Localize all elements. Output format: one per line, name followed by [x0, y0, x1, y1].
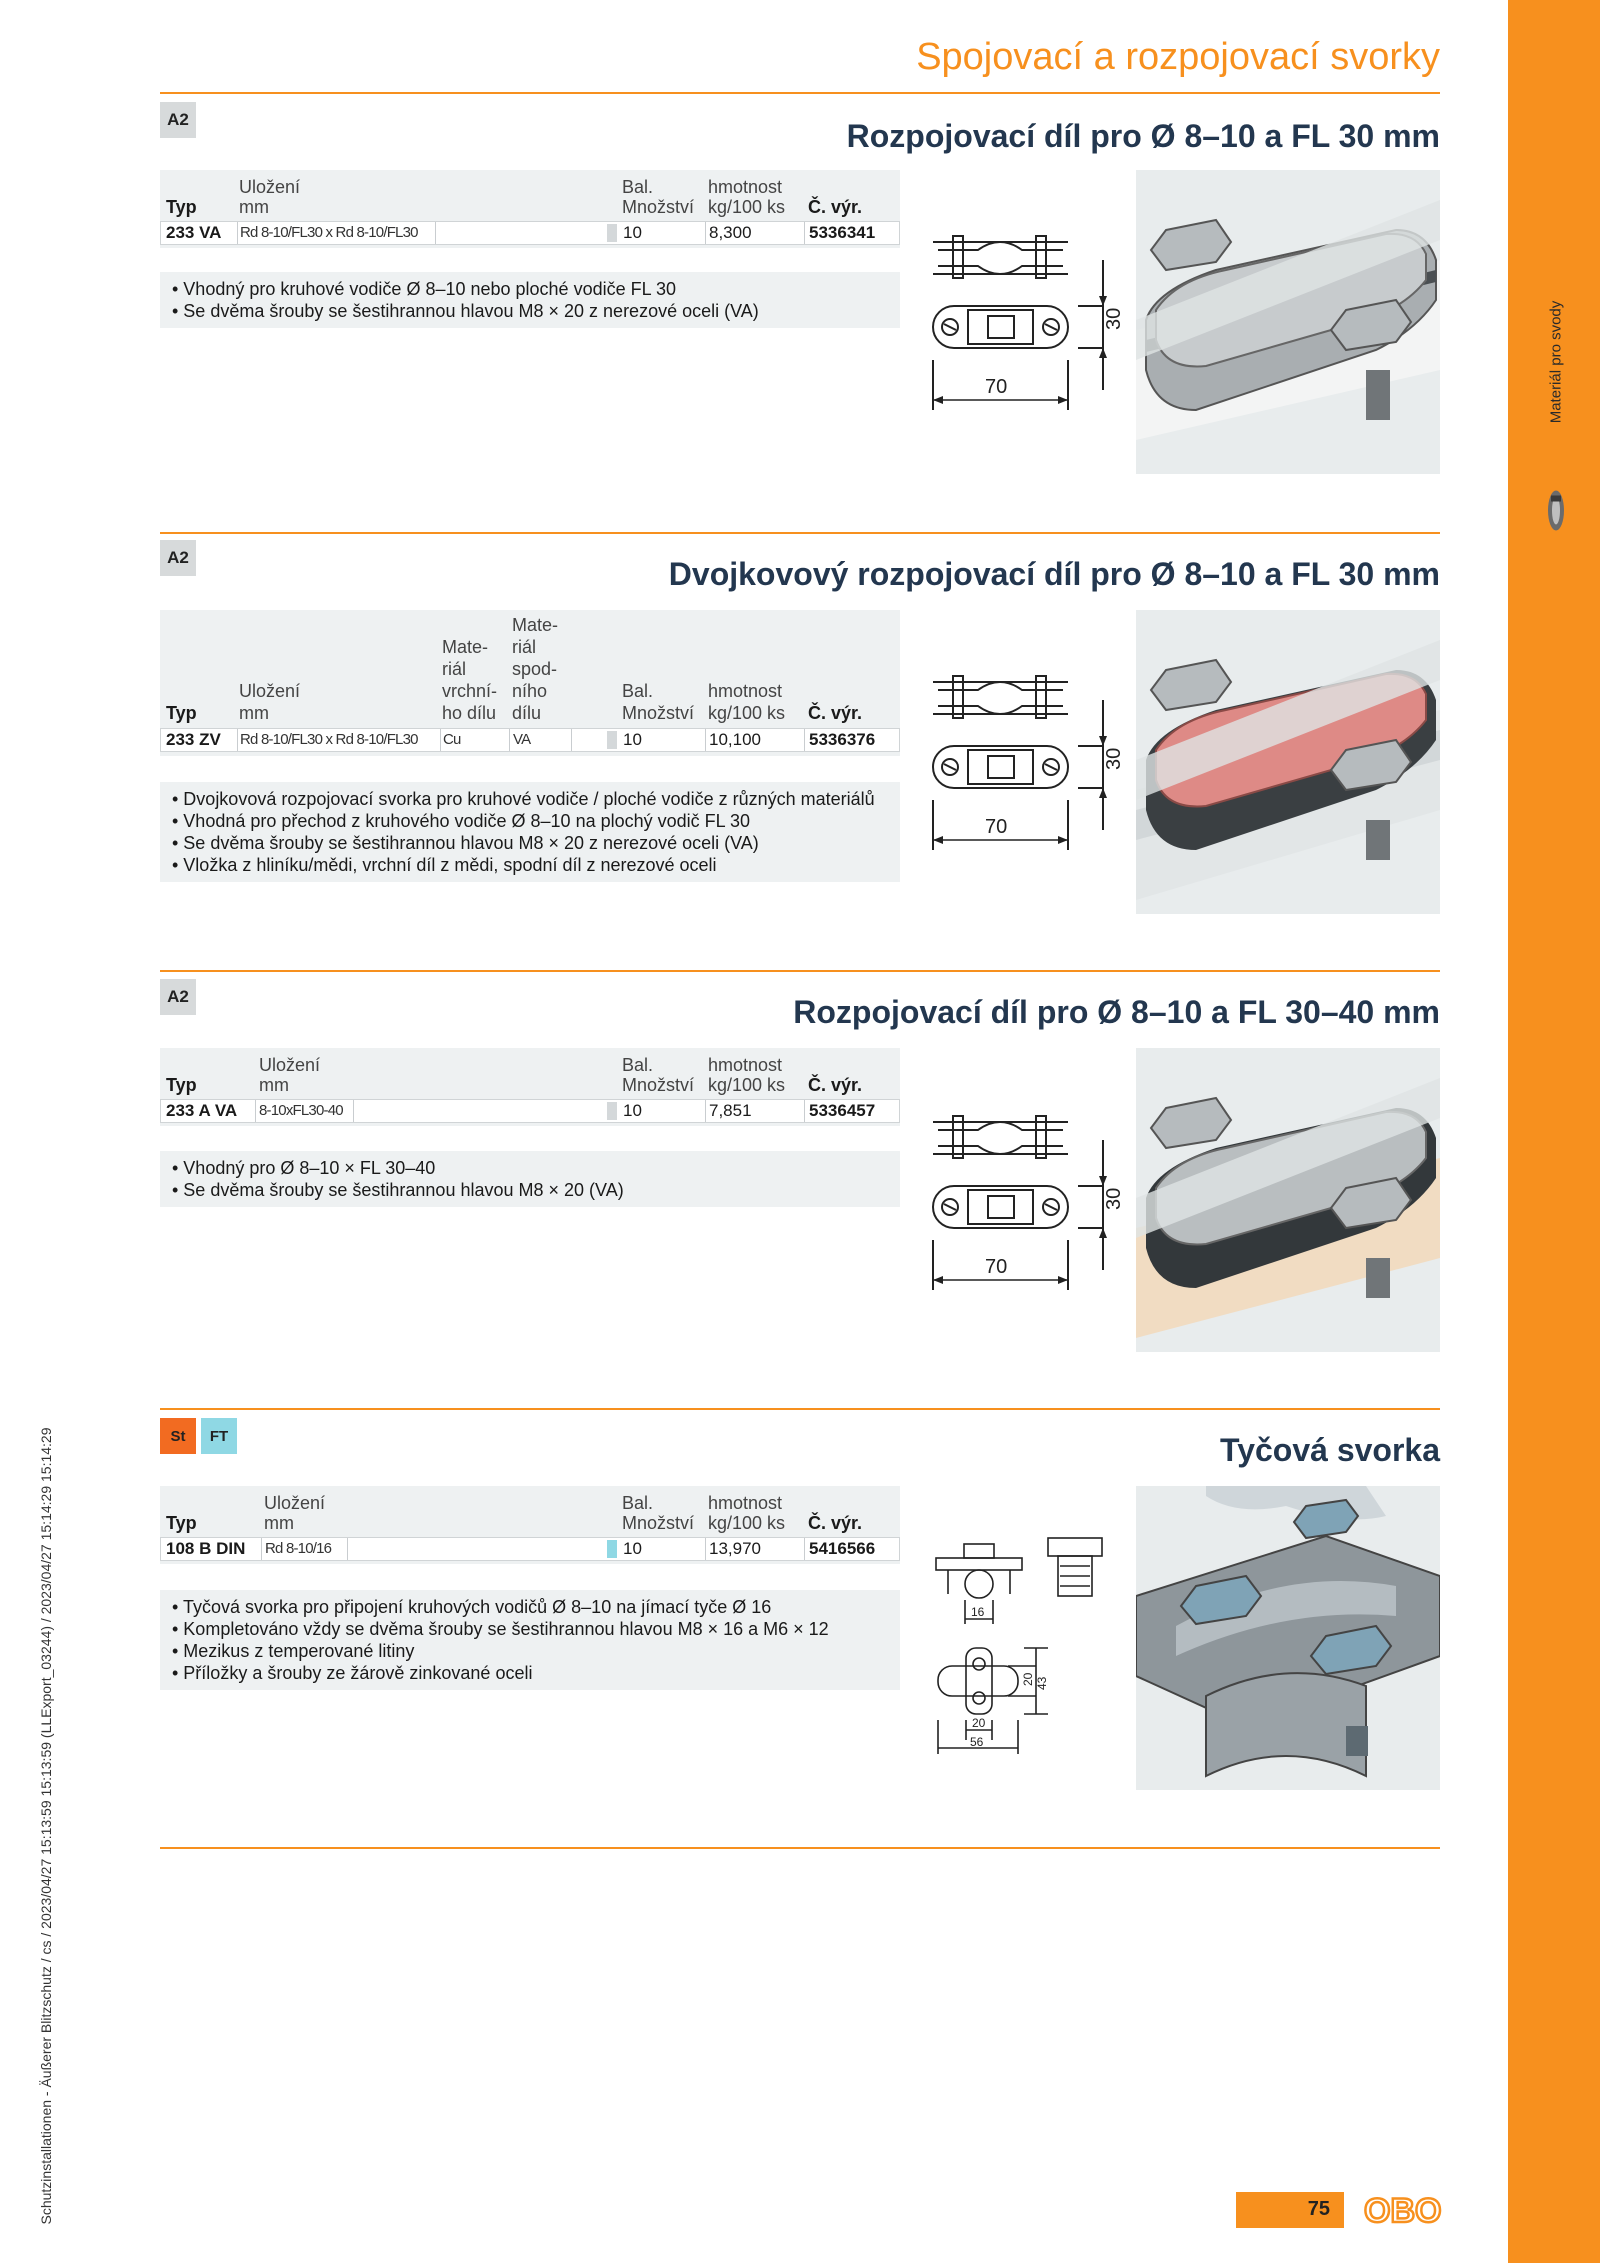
col-mnozstvi: Množství — [622, 197, 695, 217]
col-hmotnost: hmotnost — [708, 1493, 783, 1513]
col-ulozeni: Uložení — [259, 1055, 321, 1075]
feature-list — [160, 272, 900, 328]
obo-logo — [1362, 2190, 1444, 2230]
cell-material-bottom: VA — [513, 731, 531, 748]
material-badge-st: St — [160, 1418, 196, 1454]
feature-list — [160, 782, 900, 882]
col-hmotnost: hmotnost — [708, 681, 783, 701]
divider — [160, 1408, 1440, 1410]
material-badge-ft: FT — [201, 1418, 237, 1454]
row-marker — [607, 1540, 617, 1558]
cell-typ: 108 B DIN — [166, 1539, 246, 1558]
cell-hmotnost: 13,970 — [709, 1539, 761, 1558]
cell-bal: 10 — [623, 1539, 642, 1558]
cell-cvyr: 5416566 — [809, 1539, 876, 1558]
cell-typ: 233 VA — [166, 223, 222, 242]
col-ulozeni-unit: mm — [239, 197, 269, 217]
col-ulozeni: Uložení — [239, 681, 301, 701]
divider — [160, 532, 1440, 534]
col-bal: Bal. — [622, 1493, 654, 1513]
dim-rod: 16 — [971, 1605, 985, 1619]
product-table — [160, 170, 900, 248]
cell-bal: 10 — [623, 1101, 642, 1120]
technical-drawing — [928, 1524, 1128, 1754]
cell-cvyr: 5336376 — [809, 730, 876, 749]
divider — [160, 92, 1440, 94]
clamp-icon — [1545, 488, 1567, 539]
cell-ulozeni: Rd 8-10/FL30 x Rd 8-10/FL30 — [240, 224, 418, 241]
col-hmotnost-unit: kg/100 ks — [708, 1075, 786, 1095]
feature-item: • Tyčová svorka pro připojení kruhových vodičů Ø 8–10 na jímací tyče Ø 16 — [172, 1597, 772, 1617]
col-material-bottom: Mate- riál spod- ního dílu — [512, 615, 559, 723]
col-hmotnost: hmotnost — [708, 177, 783, 197]
col-ulozeni-unit: mm — [259, 1075, 289, 1095]
col-hmotnost-unit: kg/100 ks — [708, 1513, 786, 1533]
cell-hmotnost: 10,100 — [709, 730, 761, 749]
sidebar-label: Materiál pro svody — [1547, 300, 1565, 424]
col-bal: Bal. — [622, 177, 654, 197]
table-row — [160, 728, 900, 752]
product-photo — [1136, 170, 1440, 474]
feature-item: • Kompletováno vždy se dvěma šrouby se šestihrannou hlavou M8 × 16 a M6 × 12 — [172, 1619, 829, 1639]
row-marker — [607, 224, 617, 242]
col-ulozeni: Uložení — [264, 1493, 326, 1513]
logo-text: OBO — [1364, 2192, 1442, 2230]
dim-width-total: 56 — [970, 1735, 984, 1749]
feature-item: • Se dvěma šrouby se šestihrannou hlavou M8 × 20 (VA) — [172, 1180, 624, 1200]
feature-item: • Vhodný pro Ø 8–10 × FL 30–40 — [172, 1158, 436, 1178]
feature-item: • Dvojkovová rozpojovací svorka pro kruhové vodiče / ploché vodiče z různých materiálů — [172, 789, 875, 809]
page-number-box — [1236, 2192, 1344, 2228]
cell-hmotnost: 7,851 — [709, 1101, 752, 1120]
col-ulozeni-unit: mm — [239, 703, 269, 723]
dim-width: 70 — [985, 1256, 1008, 1278]
col-hmotnost: hmotnost — [708, 1055, 783, 1075]
dim-height: 30 — [1103, 307, 1125, 330]
row-marker — [607, 1102, 617, 1120]
col-mnozstvi: Množství — [622, 1075, 695, 1095]
table-row — [160, 221, 900, 245]
feature-item: • Se dvěma šrouby se šestihrannou hlavou M8 × 20 z nerezové oceli (VA) — [172, 301, 759, 321]
product-table — [160, 610, 900, 756]
cell-cvyr: 5336341 — [809, 223, 876, 242]
product-photo — [1136, 1486, 1440, 1790]
section-title: Dvojkovový rozpojovací díl pro Ø 8–10 a FL 30 mm — [668, 556, 1440, 592]
col-typ: Typ — [166, 197, 197, 217]
cell-typ: 233 ZV — [166, 730, 221, 749]
divider — [160, 1847, 1440, 1849]
feature-item: • Vhodný pro kruhové vodiče Ø 8–10 nebo ploché vodiče FL 30 — [172, 279, 676, 299]
product-photo — [1136, 1048, 1440, 1352]
cell-ulozeni: 8-10xFL30-40 — [259, 1102, 343, 1119]
product-table — [160, 1048, 900, 1126]
material-badge: A2 — [160, 979, 196, 1015]
dim-width: 70 — [985, 376, 1008, 398]
page-title: Spojovací a rozpojovací svorky — [916, 36, 1440, 78]
col-bal: Bal. — [622, 1055, 654, 1075]
feature-item: • Vhodná pro přechod z kruhového vodiče Ø 8–10 na plochý vodič FL 30 — [172, 811, 751, 831]
material-badge: A2 — [160, 540, 196, 576]
cell-ulozeni: Rd 8-10/16 — [265, 1540, 332, 1557]
cell-bal: 10 — [623, 730, 642, 749]
col-ulozeni-unit: mm — [264, 1513, 294, 1533]
product-table — [160, 1486, 900, 1564]
col-material-top: Mate- riál vrchní- ho dílu — [442, 637, 498, 723]
col-typ: Typ — [166, 703, 197, 723]
feature-item: • Příložky a šrouby ze žárově zinkované oceli — [172, 1663, 533, 1683]
section-title: Rozpojovací díl pro Ø 8–10 a FL 30 mm — [846, 118, 1440, 154]
col-typ: Typ — [166, 1513, 197, 1533]
feature-item: • Mezikus z temperované litiny — [172, 1641, 415, 1661]
col-cvyr: Č. výr. — [808, 1075, 863, 1095]
section-title: Tyčová svorka — [1220, 1432, 1440, 1468]
dim-height-inner: 20 — [1021, 1672, 1035, 1686]
feature-list — [160, 1590, 900, 1690]
section-title: Rozpojovací díl pro Ø 8–10 a FL 30–40 mm — [793, 994, 1440, 1030]
col-typ: Typ — [166, 1075, 197, 1095]
material-badge: A2 — [160, 102, 196, 138]
cell-ulozeni: Rd 8-10/FL30 x Rd 8-10/FL30 — [240, 731, 418, 748]
feature-item: • Se dvěma šrouby se šestihrannou hlavou M8 × 20 z nerezové oceli (VA) — [172, 833, 759, 853]
col-hmotnost-unit: kg/100 ks — [708, 197, 786, 217]
dim-width-inner: 20 — [972, 1716, 986, 1730]
col-mnozstvi: Množství — [622, 703, 695, 723]
col-ulozeni: Uložení — [239, 177, 301, 197]
cell-typ: 233 A VA — [166, 1101, 238, 1120]
table-row — [160, 1099, 900, 1123]
col-hmotnost-unit: kg/100 ks — [708, 703, 786, 723]
feature-item: • Vložka z hliníku/mědi, vrchní díl z mědi, spodní díl z nerezové oceli — [172, 855, 717, 875]
col-bal: Bal. — [622, 681, 654, 701]
dim-height: 30 — [1103, 747, 1125, 770]
col-cvyr: Č. výr. — [808, 1513, 863, 1533]
technical-drawing — [928, 1110, 1128, 1300]
technical-drawing — [928, 670, 1128, 860]
technical-drawing — [928, 230, 1128, 420]
divider — [160, 970, 1440, 972]
cell-bal: 10 — [623, 223, 642, 242]
dim-height-total: 43 — [1035, 1676, 1049, 1690]
row-marker — [607, 731, 617, 749]
col-cvyr: Č. výr. — [808, 197, 863, 217]
table-row — [160, 1537, 900, 1561]
cell-cvyr: 5336457 — [809, 1101, 876, 1120]
dim-width: 70 — [985, 816, 1008, 838]
product-photo — [1136, 610, 1440, 914]
page-number: 75 — [1307, 2198, 1330, 2220]
feature-list — [160, 1151, 900, 1207]
col-mnozstvi: Množství — [622, 1513, 695, 1533]
cell-material-top: Cu — [443, 731, 461, 748]
col-cvyr: Č. výr. — [808, 703, 863, 723]
vertical-meta-text: Schutzinstallationen - Äußerer Blitzschutz / cs / 2023/04/27 15:13:59 15:13:59 (LLExport_03244) / 2023/04/27 15:14:29 15:14:29 — [38, 1427, 54, 2225]
dim-height: 30 — [1103, 1187, 1125, 1210]
cell-hmotnost: 8,300 — [709, 223, 752, 242]
